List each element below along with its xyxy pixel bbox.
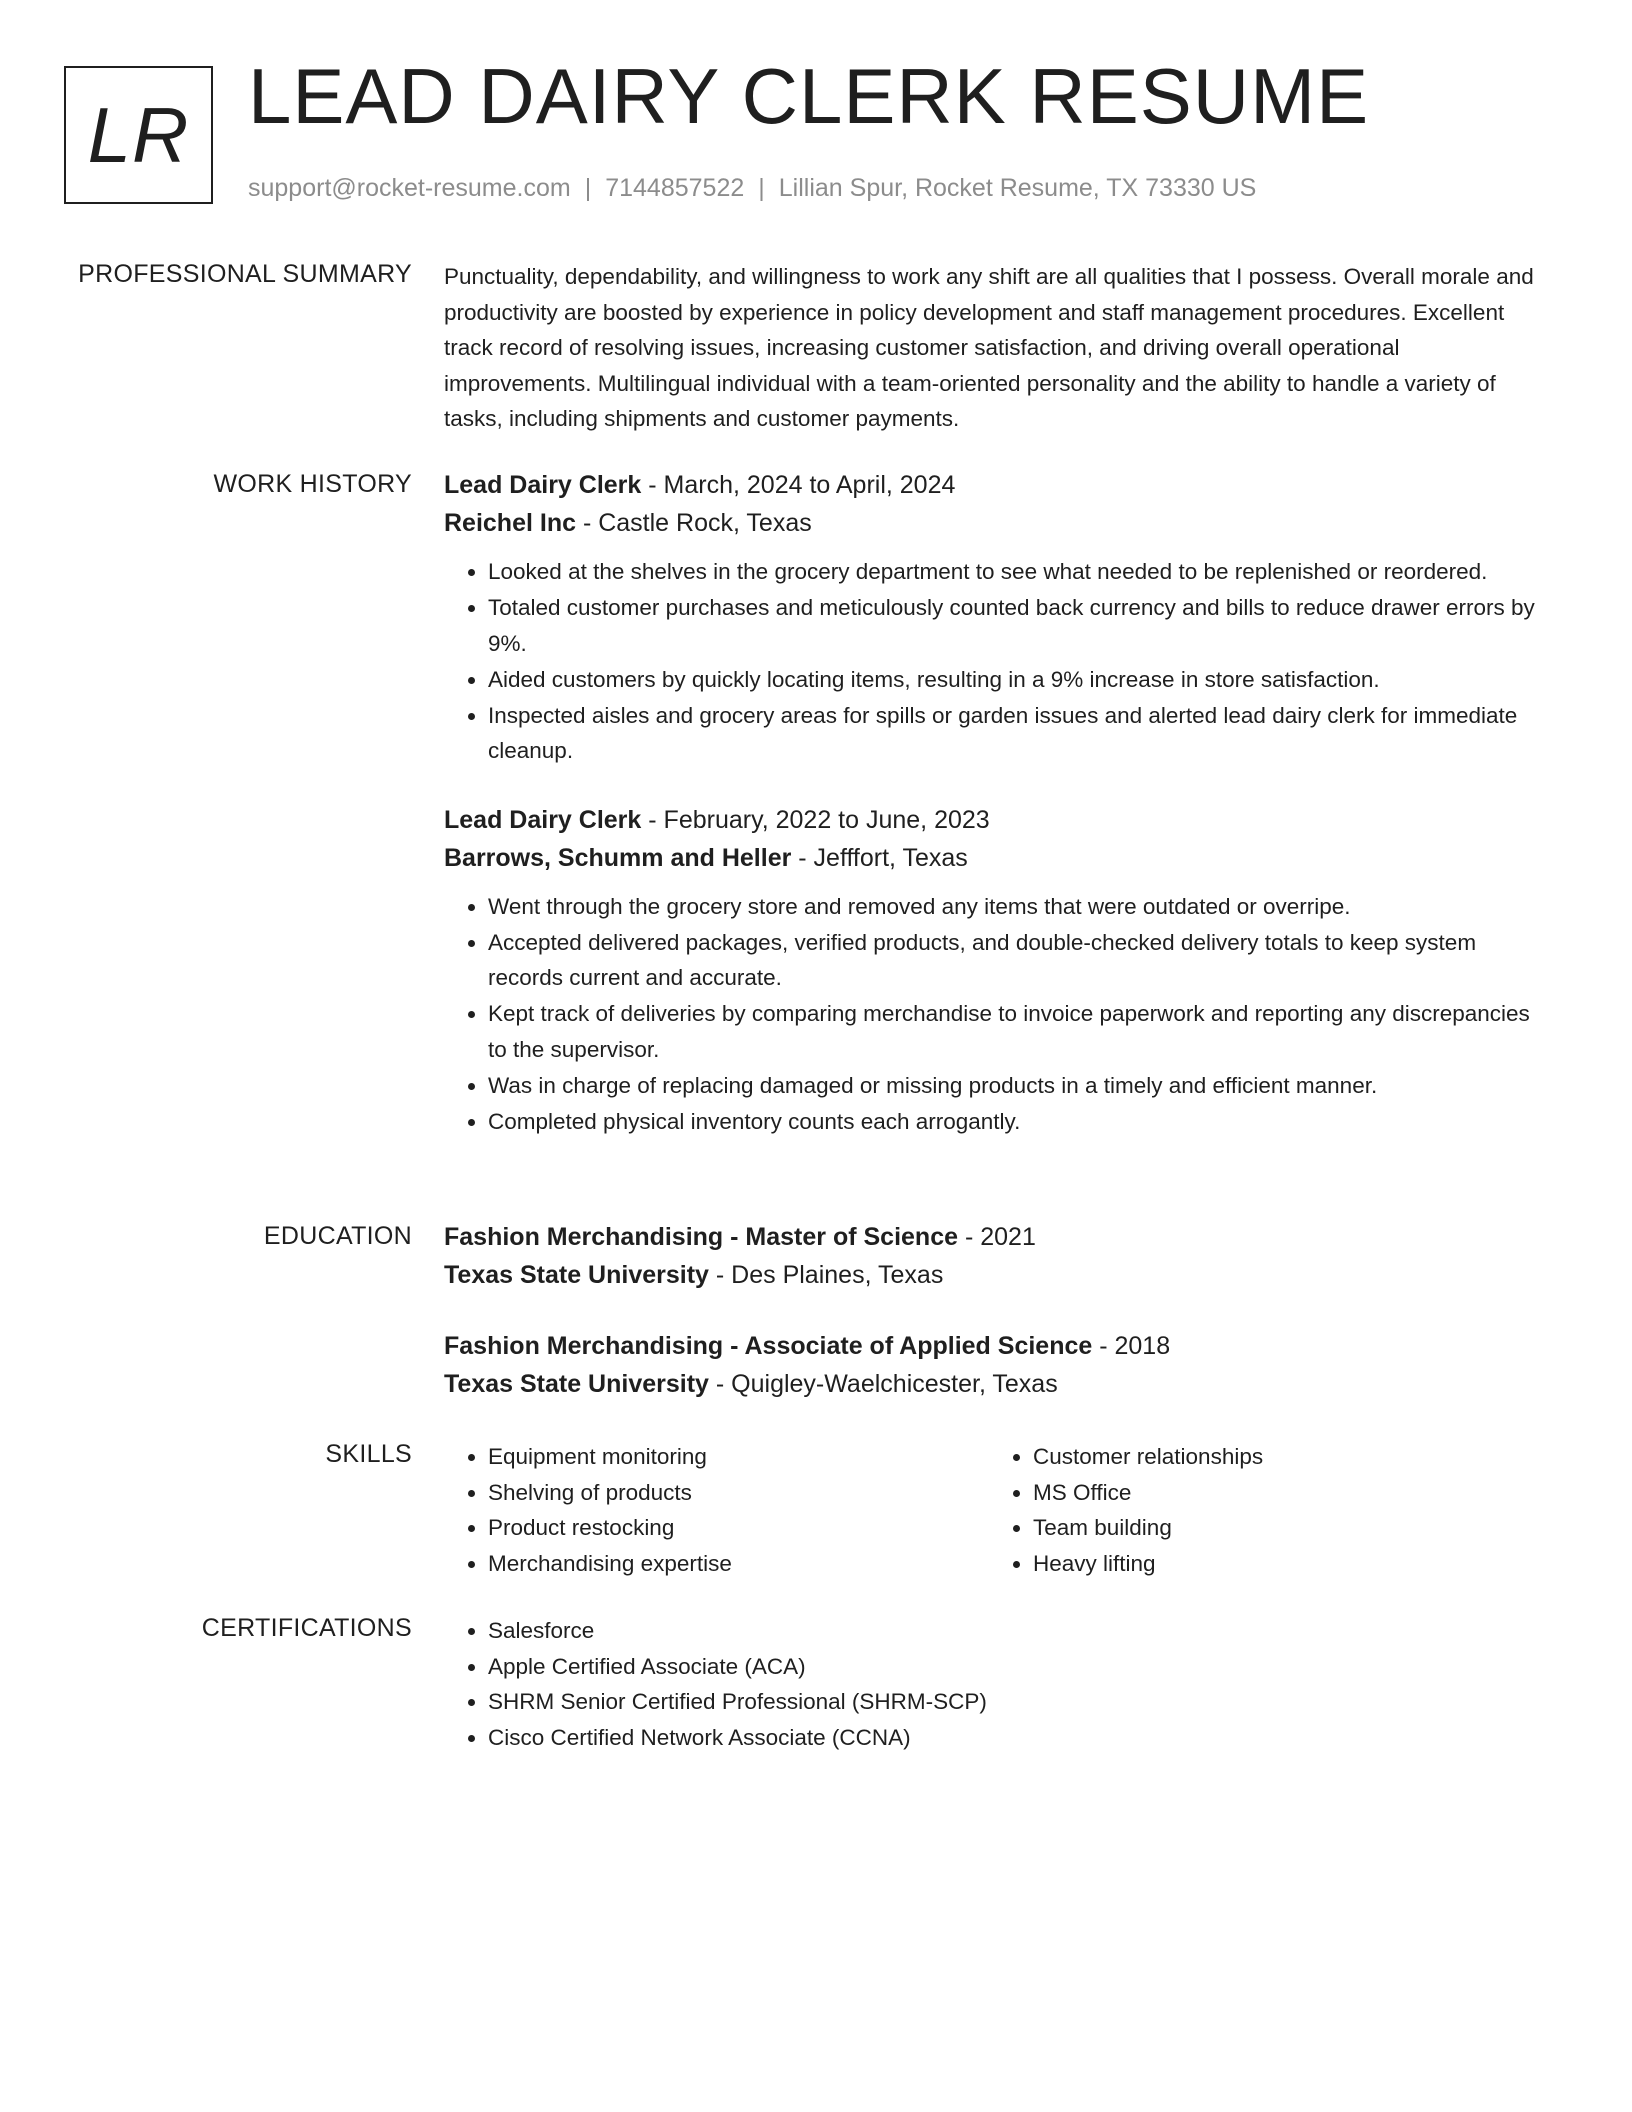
job-bullet: • Totaled customer purchases and meticulously counted back currency and bills to reduce drawer errors by 9%. — [488, 590, 1536, 661]
job-bullet: • Aided customers by quickly locating items, resulting in a 9% increase in store satisfaction. — [488, 662, 1536, 698]
contact-line — [248, 174, 1256, 203]
job-title-line — [444, 801, 1536, 839]
job-bullet: • Inspected aisles and grocery areas for spills or garden issues and alerted lead dairy clerk for immediate cleanup. — [488, 698, 1536, 769]
education-location: - Des Plaines, Texas — [708, 1261, 944, 1289]
skill-item: • Customer relationships — [1033, 1439, 1263, 1475]
education-school-line — [444, 1365, 1536, 1403]
job-company: Barrows, Schumm and Heller — [444, 843, 792, 872]
job-bullet: • Accepted delivered packages, verified products, and double-checked delivery totals to keep system records current and accurate. — [488, 925, 1536, 996]
job-location: - Jefffort, Texas — [791, 843, 968, 872]
education-body — [444, 1218, 1536, 1403]
job-dates: - March, 2024 to April, 2024 — [641, 471, 956, 499]
job-title-line — [444, 466, 1536, 504]
section-label-skills: SKILLS — [325, 1440, 412, 1468]
job-entry — [444, 801, 1536, 1140]
job-bullet: • Looked at the shelves in the grocery department to see what needed to be replenished or reordered. — [488, 554, 1536, 590]
certifications-list — [444, 1613, 987, 1755]
education-location: - Quigley-Waelchicester, Texas — [708, 1370, 1058, 1398]
education-school-line — [444, 1256, 1536, 1294]
job-bullet: • Went through the grocery store and removed any items that were outdated or overripe. — [488, 889, 1536, 925]
skill-item: • MS Office — [1033, 1475, 1263, 1511]
skills-body — [444, 1439, 1536, 1581]
work-history-body — [444, 466, 1536, 1140]
skills-list-right — [989, 1439, 1263, 1581]
job-title: Lead Dairy Clerk — [444, 471, 642, 499]
contact-phone: 7144857522 — [605, 174, 745, 202]
section-label-education: EDUCATION — [263, 1222, 412, 1250]
education-year: - 2021 — [958, 1223, 1036, 1251]
skill-item: • Heavy lifting — [1033, 1546, 1263, 1582]
section-label-summary: PROFESSIONAL SUMMARY — [78, 260, 412, 288]
education-degree-line — [444, 1218, 1536, 1256]
summary-body — [444, 259, 1536, 437]
job-location: - Castle Rock, Texas — [576, 509, 812, 537]
skill-item: • Merchandising expertise — [488, 1546, 989, 1582]
contact-address: Lillian Spur, Rocket Resume, TX 73330 US — [778, 174, 1257, 202]
education-school: Texas State University — [444, 1370, 709, 1398]
education-degree: Fashion Merchandising - Master of Science — [444, 1223, 959, 1251]
job-company: Reichel Inc — [444, 509, 576, 537]
job-bullet: • Kept track of deliveries by comparing merchandise to invoice paperwork and reporting any discrepancies to the supervisor. — [488, 996, 1536, 1067]
summary-text: Punctuality, dependability, and willingness to work any shift are all qualities that I possess. Overall morale and productivity are boosted by experience in policy development and staff management procedures. Excellent track record of resolving issues, increasing customer satisfaction, and driving overall operational improvements. Multilingual individual with a team-oriented personality and the ability to handle a variety of tasks, including shipments and customer payments. — [444, 264, 1534, 431]
certification-item: • SHRM Senior Certified Professional (SHRM-SCP) — [488, 1684, 987, 1720]
education-degree: Fashion Merchandising - Associate of Applied Science — [444, 1332, 1093, 1360]
job-company-line — [444, 839, 1536, 877]
certification-item: • Apple Certified Associate (ACA) — [488, 1649, 987, 1685]
education-entry — [444, 1218, 1536, 1294]
skill-item: • Shelving of products — [488, 1475, 989, 1511]
job-bullet-list — [444, 889, 1536, 1140]
resume-title: LEAD DAIRY CLERK RESUME — [248, 52, 1370, 140]
job-bullet: • Was in charge of replacing damaged or missing products in a timely and efficient manner. — [488, 1068, 1536, 1104]
monogram-logo: LR — [64, 66, 213, 204]
skills-list-left — [444, 1439, 989, 1581]
skill-item: • Team building — [1033, 1510, 1263, 1546]
section-label-certifications: CERTIFICATIONS — [201, 1614, 412, 1642]
skills-columns — [444, 1439, 1536, 1581]
contact-separator: | — [758, 174, 765, 202]
certification-item: • Cisco Certified Network Associate (CCNA) — [488, 1720, 987, 1756]
job-company-line — [444, 504, 1536, 542]
contact-separator: | — [584, 174, 592, 202]
certification-item: • Salesforce — [488, 1613, 987, 1649]
skill-item: • Equipment monitoring — [488, 1439, 989, 1475]
certifications-columns — [444, 1613, 1536, 1755]
job-bullet: • Completed physical inventory counts each arrogantly. — [488, 1104, 1536, 1140]
education-entry — [444, 1327, 1536, 1403]
education-school: Texas State University — [444, 1261, 709, 1289]
skill-item: • Product restocking — [488, 1510, 989, 1546]
job-bullet-list — [444, 554, 1536, 769]
job-entry — [444, 466, 1536, 769]
section-label-work-history: WORK HISTORY — [213, 470, 412, 498]
contact-email: support@rocket-resume.com — [248, 174, 571, 202]
education-degree-line — [444, 1327, 1536, 1365]
education-year: - 2018 — [1092, 1332, 1171, 1360]
job-dates: - February, 2022 to June, 2023 — [641, 805, 990, 834]
job-title: Lead Dairy Clerk — [444, 805, 642, 834]
certifications-body — [444, 1613, 1536, 1755]
